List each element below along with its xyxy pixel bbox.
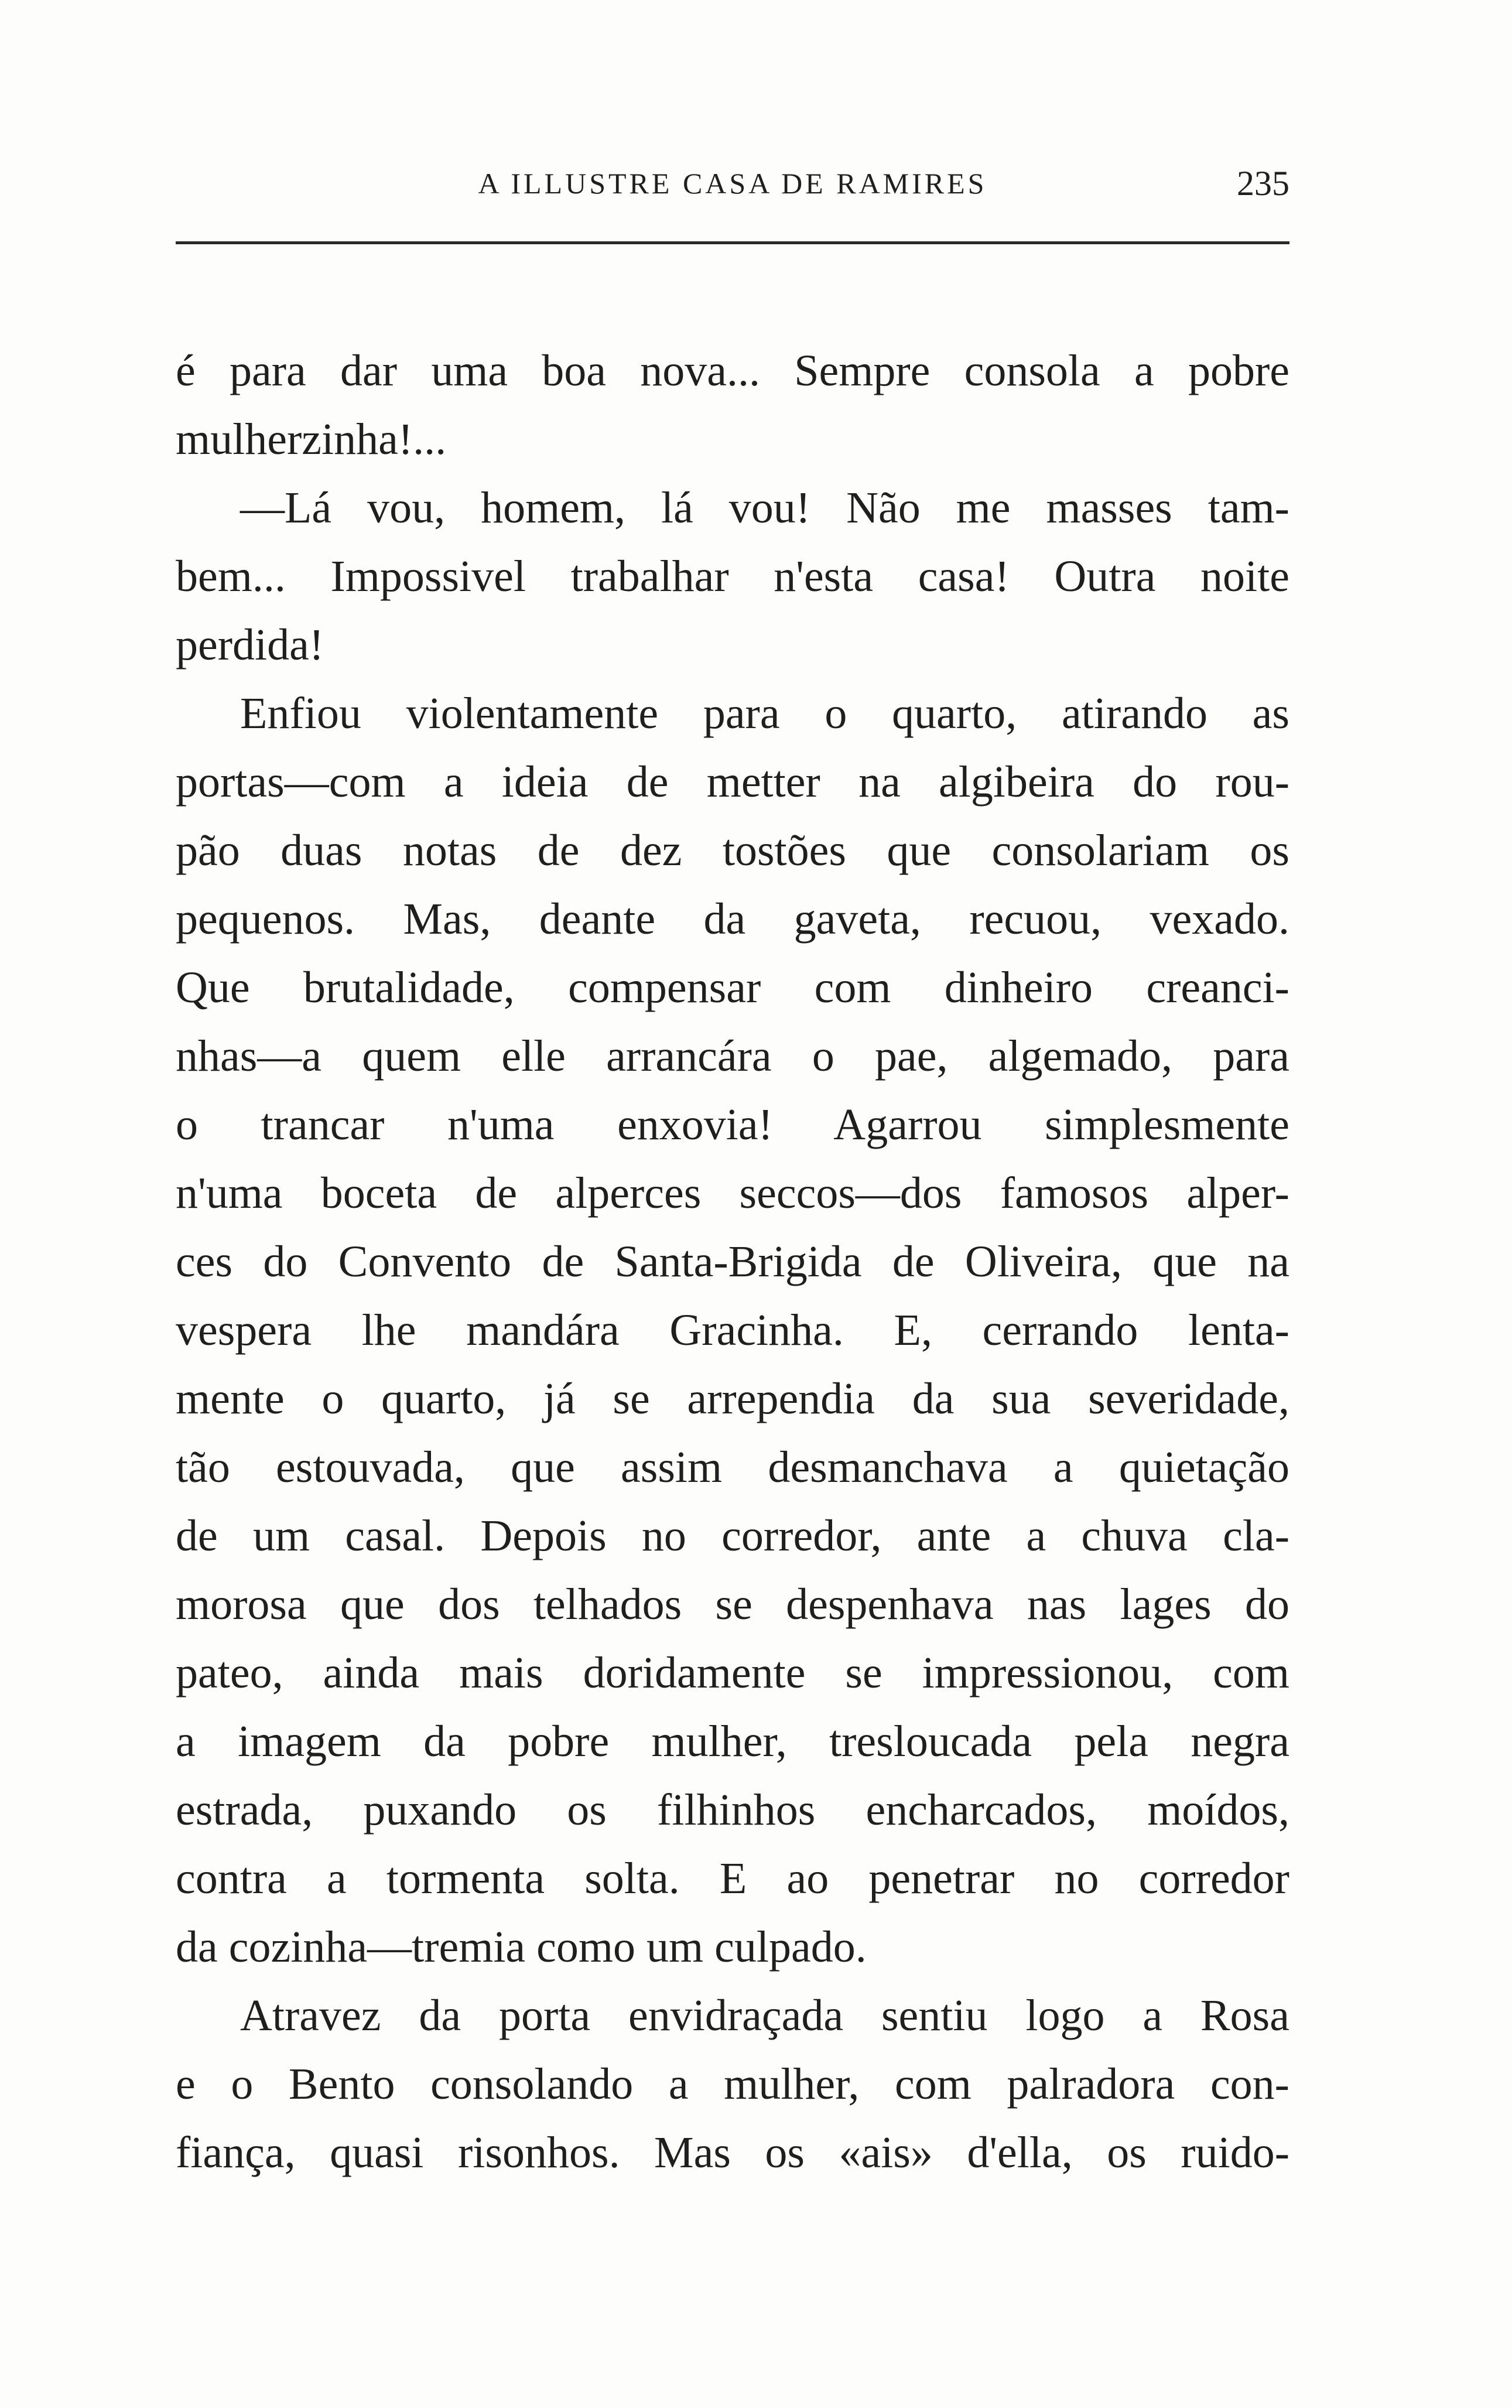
text-line: Enfiou violentamente para o quarto, atirando as (240, 689, 1289, 738)
text-line: tão estouvada, que assim desmanchava a quietação (176, 1443, 1289, 1492)
running-title: A ILLUSTRE CASA DE RAMIRES (478, 167, 987, 200)
text-line: Atravez da porta envidraçada sentiu logo a Rosa (240, 1991, 1289, 2040)
text-line: perdida! (176, 620, 324, 670)
text-line: —Lá vou, homem, lá vou! Não me masses tam- (240, 483, 1289, 532)
text-line: pateo, ainda mais doridamente se impressionou, com (176, 1648, 1289, 1697)
text-line: bem... Impossivel trabalhar n'esta casa! Outra noite (176, 552, 1289, 601)
header-rule (176, 241, 1289, 244)
text-line: vespera lhe mandára Gracinha. E, cerrando lenta- (176, 1306, 1289, 1355)
text-line: a imagem da pobre mulher, tresloucada pela negra (176, 1717, 1289, 1766)
text-line: estrada, puxando os filhinhos encharcados, moídos, (176, 1785, 1289, 1835)
text-line: Que brutalidade, compensar com dinheiro creanci- (176, 963, 1289, 1012)
running-header (176, 163, 1289, 204)
text-line: nhas—a quem elle arrancára o pae, algemado, para (176, 1031, 1289, 1081)
text-line: pequenos. Mas, deante da gaveta, recuou, vexado. (176, 894, 1289, 944)
text-line: mente o quarto, já se arrependia da sua severidade, (176, 1374, 1289, 1423)
text-line: da cozinha—tremia como um culpado. (176, 1922, 867, 1972)
text-line: n'uma boceta de alperces seccos—dos famosos alper- (176, 1169, 1289, 1218)
text-line: mulherzinha!... (176, 415, 447, 464)
text-line: é para dar uma boa nova... Sempre consola a pobre (176, 346, 1289, 395)
text-line: portas—com a ideia de metter na algibeira do rou- (176, 757, 1289, 807)
text-line: ces do Convento de Santa-Brigida de Oliveira, que na (176, 1237, 1289, 1286)
body-text (176, 337, 1289, 2187)
text-line: fiança, quasi risonhos. Mas os «ais» d'ella, os ruido- (176, 2128, 1289, 2177)
text-line: de um casal. Depois no corredor, ante a chuva cla- (176, 1511, 1289, 1560)
text-line: e o Bento consolando a mulher, com palradora con- (176, 2059, 1289, 2109)
text-line: pão duas notas de dez tostões que consolariam os (176, 826, 1289, 875)
text-line: contra a tormenta solta. E ao penetrar no corredor (176, 1854, 1289, 1903)
text-line: morosa que dos telhados se despenhava nas lages do (176, 1580, 1289, 1629)
text-line: o trancar n'uma enxovia! Agarrou simplesmente (176, 1100, 1289, 1149)
page-number: 235 (1237, 164, 1289, 203)
